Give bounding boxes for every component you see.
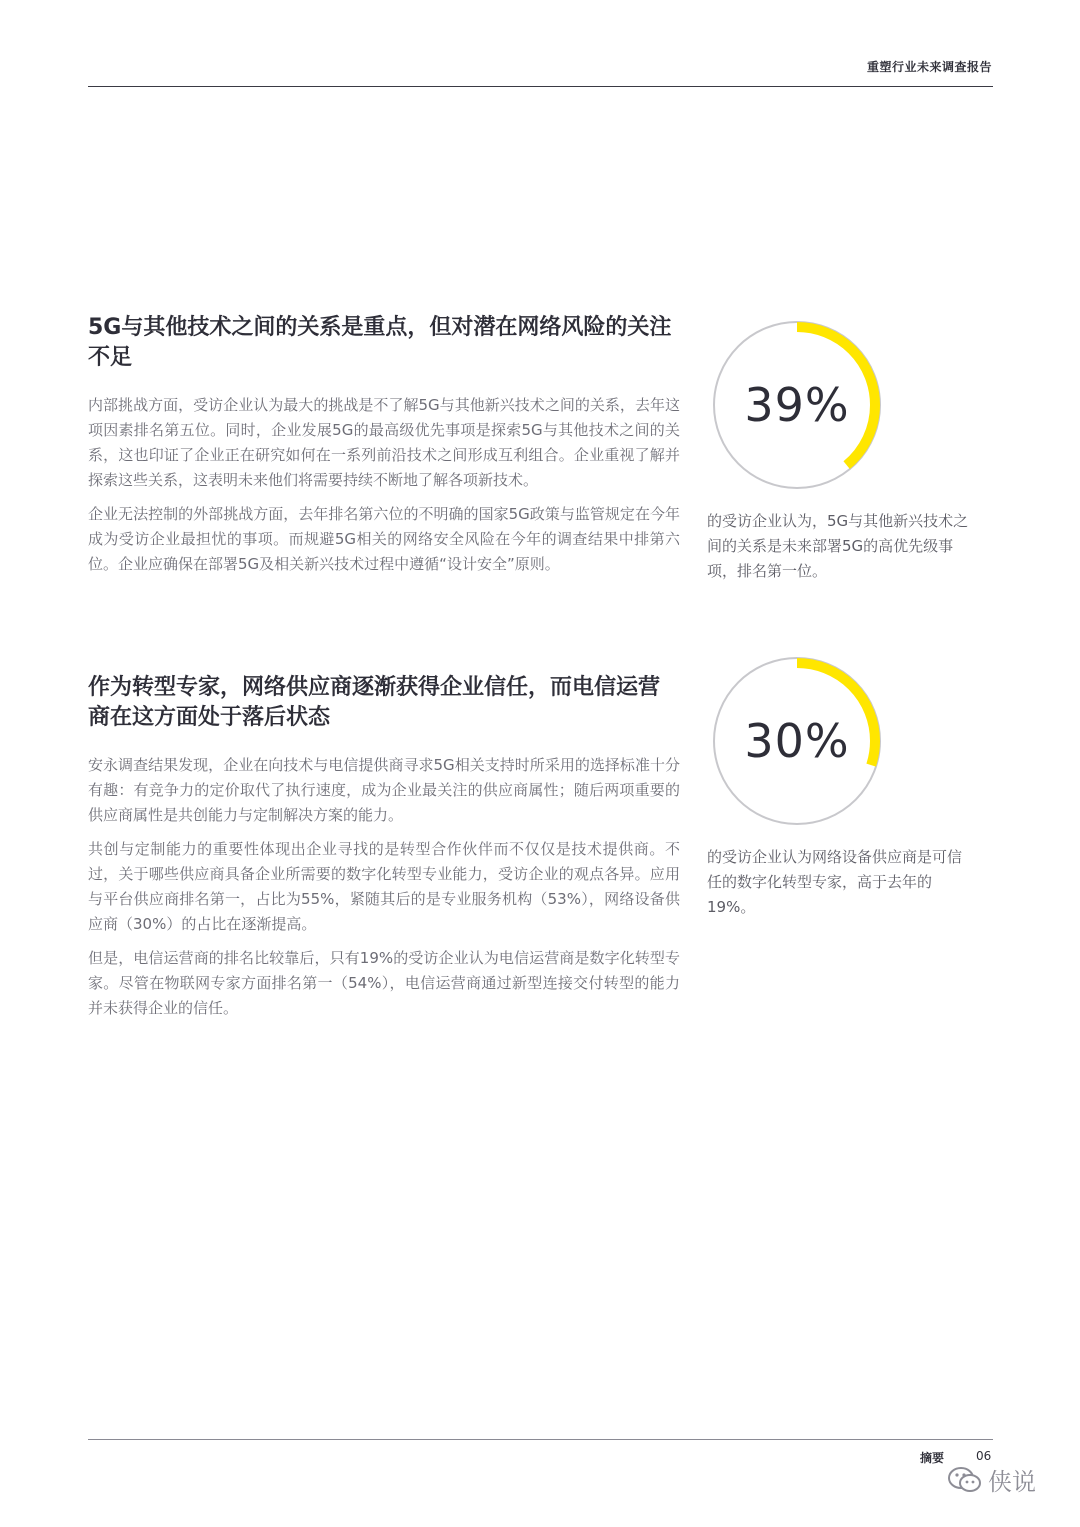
section-5g-tech-relationship: [88, 313, 680, 586]
body-paragraph: 但是，电信运营商的排名比较靠后，只有19%的受访企业认为电信运营商是数字化转型专家。尽管在物联网专家方面排名第一（54%），电信运营商通过新型连接交付转型的能力并未获得企业的信任。: [88, 949, 680, 1017]
report-title: 重塑行业未来调查报告: [866, 60, 992, 74]
body-paragraph: 企业无法控制的外部挑战方面，去年排名第六位的不明确的国家5G政策与监管规定在今年成为受访企业最担忧的事项。而规避5G相关的网络安全风险在今年的调查结果中排第六位。企业应确保在部署5G及相关新兴技术过程中遵循“设计安全”原则。: [88, 505, 680, 573]
watermark: [948, 1462, 1036, 1497]
page-number: 06: [976, 1449, 992, 1463]
stat-ring-30: [711, 655, 883, 827]
header-divider: [88, 86, 993, 87]
footer-divider: [88, 1439, 993, 1440]
stat-ring-39: [711, 319, 883, 491]
wechat-icon: [948, 1466, 982, 1494]
footer-section-label: 摘要: [920, 1451, 945, 1465]
section-heading: 作为转型专家，网络供应商逐渐获得企业信任，而电信运营商在这方面处于落后状态: [88, 675, 661, 730]
body-paragraph: 安永调查结果发现，企业在向技术与电信提供商寻求5G相关支持时所采用的选择标准十分有趣：有竞争力的定价取代了执行速度，成为企业最关注的供应商属性；随后两项重要的供应商属性是共创能力与定制解决方案的能力。: [88, 756, 680, 824]
body-paragraph: 内部挑战方面，受访企业认为最大的挑战是不了解5G与其他新兴技术之间的关系，去年这项因素排名第五位。同时，企业发展5G的最高级优先事项是探索5G与其他技术之间的关系，这也印证了企业正在研究如何在一系列前沿技术之间形成互利组合。企业重视了解并探索这些关系，这表明未来他们将需要持续不断地了解各项新技术。: [88, 396, 680, 489]
stat-value: 39%: [744, 378, 850, 432]
section-heading: 5G与其他技术之间的关系是重点，但对潜在网络风险的关注不足: [88, 315, 672, 370]
stat-value: 30%: [744, 714, 850, 768]
watermark-text: 侠说: [988, 1468, 1036, 1496]
stat-caption: 的受访企业认为网络设备供应商是可信任的数字化转型专家，高于去年的19%。: [707, 848, 963, 916]
body-paragraph: 共创与定制能力的重要性体现出企业寻找的是转型合作伙伴而不仅仅是技术提供商。不过，关于哪些供应商具备企业所需要的数字化转型专业能力，受访企业的观点各异。应用与平台供应商排名第一，占比为55%，紧随其后的是专业服务机构（53%），网络设备供应商（30%）的占比在逐渐提高。: [88, 840, 680, 933]
stat-caption: 的受访企业认为，5G与其他新兴技术之间的关系是未来部署5G的高优先级事项，排名第一位。: [707, 512, 969, 580]
section-network-suppliers-trust: [88, 673, 680, 1030]
